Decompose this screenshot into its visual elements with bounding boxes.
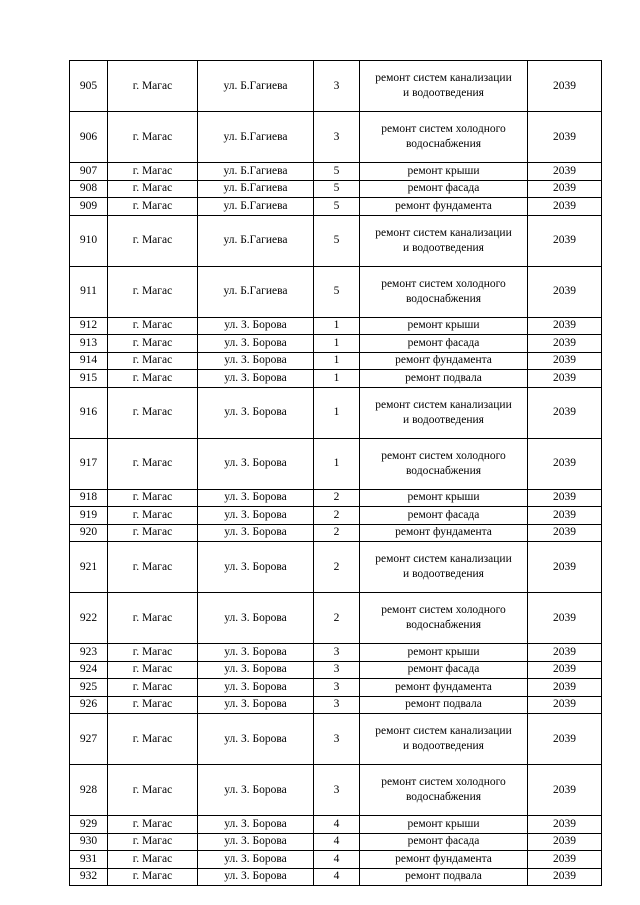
street-cell: ул. З. Борова (198, 335, 314, 353)
table-row (70, 180, 602, 198)
city-cell: г. Магас (108, 370, 198, 388)
row-number-cell: 907 (70, 163, 108, 181)
table-row (70, 112, 602, 163)
row-number-cell: 926 (70, 696, 108, 714)
table-row (70, 765, 602, 816)
street-cell: ул. З. Борова (198, 387, 314, 438)
year-cell: 2039 (528, 644, 602, 662)
table-row (70, 489, 602, 507)
city-cell: г. Магас (108, 317, 198, 335)
year-cell: 2039 (528, 198, 602, 216)
street-cell: ул. З. Борова (198, 765, 314, 816)
row-number-cell: 917 (70, 438, 108, 489)
table-row (70, 163, 602, 181)
year-cell: 2039 (528, 816, 602, 834)
year-cell: 2039 (528, 593, 602, 644)
row-number-cell: 922 (70, 593, 108, 644)
street-cell: ул. З. Борова (198, 317, 314, 335)
city-cell: г. Магас (108, 816, 198, 834)
street-cell: ул. Б.Гагиева (198, 215, 314, 266)
work-type-cell: ремонт фундамента (360, 198, 528, 216)
year-cell: 2039 (528, 696, 602, 714)
table-row (70, 524, 602, 542)
street-cell: ул. З. Борова (198, 696, 314, 714)
year-cell: 2039 (528, 387, 602, 438)
city-cell: г. Магас (108, 851, 198, 869)
work-type-cell: ремонт систем холодного водоснабжения (360, 765, 528, 816)
house-number-cell: 3 (314, 696, 360, 714)
work-type-cell: ремонт фундамента (360, 679, 528, 697)
house-number-cell: 4 (314, 868, 360, 886)
city-cell: г. Магас (108, 833, 198, 851)
street-cell: ул. З. Борова (198, 679, 314, 697)
work-type-cell: ремонт систем канализации и водоотведения (360, 542, 528, 593)
street-cell: ул. З. Борова (198, 438, 314, 489)
row-number-cell: 931 (70, 851, 108, 869)
city-cell: г. Магас (108, 524, 198, 542)
house-number-cell: 1 (314, 317, 360, 335)
street-cell: ул. Б.Гагиева (198, 112, 314, 163)
table-row (70, 833, 602, 851)
work-type-cell: ремонт систем холодного водоснабжения (360, 266, 528, 317)
table-row (70, 542, 602, 593)
work-type-cell: ремонт систем канализации и водоотведения (360, 714, 528, 765)
work-type-cell: ремонт фасада (360, 335, 528, 353)
row-number-cell: 915 (70, 370, 108, 388)
year-cell: 2039 (528, 679, 602, 697)
house-number-cell: 2 (314, 542, 360, 593)
work-type-cell: ремонт систем холодного водоснабжения (360, 112, 528, 163)
house-number-cell: 1 (314, 335, 360, 353)
table-row (70, 370, 602, 388)
city-cell: г. Магас (108, 112, 198, 163)
row-number-cell: 932 (70, 868, 108, 886)
house-number-cell: 3 (314, 112, 360, 163)
year-cell: 2039 (528, 507, 602, 525)
row-number-cell: 909 (70, 198, 108, 216)
house-number-cell: 5 (314, 180, 360, 198)
work-type-cell: ремонт систем канализации и водоотведения (360, 215, 528, 266)
table-row (70, 352, 602, 370)
year-cell: 2039 (528, 851, 602, 869)
work-type-cell: ремонт крыши (360, 163, 528, 181)
work-type-cell: ремонт систем холодного водоснабжения (360, 438, 528, 489)
year-cell: 2039 (528, 266, 602, 317)
street-cell: ул. З. Борова (198, 542, 314, 593)
house-number-cell: 4 (314, 833, 360, 851)
work-type-cell: ремонт крыши (360, 489, 528, 507)
house-number-cell: 1 (314, 387, 360, 438)
house-number-cell: 3 (314, 714, 360, 765)
year-cell: 2039 (528, 180, 602, 198)
house-number-cell: 3 (314, 644, 360, 662)
year-cell: 2039 (528, 833, 602, 851)
city-cell: г. Магас (108, 661, 198, 679)
city-cell: г. Магас (108, 61, 198, 112)
year-cell: 2039 (528, 542, 602, 593)
city-cell: г. Магас (108, 215, 198, 266)
city-cell: г. Магас (108, 335, 198, 353)
year-cell: 2039 (528, 661, 602, 679)
work-type-cell: ремонт подвала (360, 696, 528, 714)
street-cell: ул. З. Борова (198, 851, 314, 869)
house-number-cell: 3 (314, 61, 360, 112)
year-cell: 2039 (528, 438, 602, 489)
house-number-cell: 4 (314, 816, 360, 834)
row-number-cell: 911 (70, 266, 108, 317)
house-number-cell: 2 (314, 524, 360, 542)
house-number-cell: 3 (314, 765, 360, 816)
row-number-cell: 920 (70, 524, 108, 542)
row-number-cell: 912 (70, 317, 108, 335)
house-number-cell: 3 (314, 679, 360, 697)
city-cell: г. Магас (108, 696, 198, 714)
city-cell: г. Магас (108, 266, 198, 317)
row-number-cell: 927 (70, 714, 108, 765)
row-number-cell: 905 (70, 61, 108, 112)
city-cell: г. Магас (108, 714, 198, 765)
year-cell: 2039 (528, 61, 602, 112)
table-row (70, 61, 602, 112)
city-cell: г. Магас (108, 387, 198, 438)
table-row (70, 507, 602, 525)
city-cell: г. Магас (108, 507, 198, 525)
street-cell: ул. Б.Гагиева (198, 266, 314, 317)
street-cell: ул. Б.Гагиева (198, 163, 314, 181)
street-cell: ул. З. Борова (198, 644, 314, 662)
year-cell: 2039 (528, 317, 602, 335)
year-cell: 2039 (528, 489, 602, 507)
street-cell: ул. З. Борова (198, 352, 314, 370)
table-row (70, 868, 602, 886)
city-cell: г. Магас (108, 352, 198, 370)
row-number-cell: 928 (70, 765, 108, 816)
table-row (70, 438, 602, 489)
row-number-cell: 925 (70, 679, 108, 697)
street-cell: ул. З. Борова (198, 833, 314, 851)
work-type-cell: ремонт подвала (360, 370, 528, 388)
city-cell: г. Магас (108, 438, 198, 489)
city-cell: г. Магас (108, 765, 198, 816)
row-number-cell: 923 (70, 644, 108, 662)
row-number-cell: 908 (70, 180, 108, 198)
street-cell: ул. Б.Гагиева (198, 198, 314, 216)
year-cell: 2039 (528, 765, 602, 816)
work-type-cell: ремонт крыши (360, 317, 528, 335)
year-cell: 2039 (528, 335, 602, 353)
row-number-cell: 921 (70, 542, 108, 593)
work-type-cell: ремонт систем холодного водоснабжения (360, 593, 528, 644)
street-cell: ул. З. Борова (198, 507, 314, 525)
table-row (70, 215, 602, 266)
street-cell: ул. З. Борова (198, 661, 314, 679)
work-type-cell: ремонт подвала (360, 868, 528, 886)
table-row (70, 387, 602, 438)
year-cell: 2039 (528, 215, 602, 266)
house-number-cell: 1 (314, 438, 360, 489)
city-cell: г. Магас (108, 868, 198, 886)
table-row (70, 661, 602, 679)
house-number-cell: 1 (314, 352, 360, 370)
row-number-cell: 919 (70, 507, 108, 525)
table-row (70, 317, 602, 335)
house-number-cell: 3 (314, 661, 360, 679)
work-type-cell: ремонт систем канализации и водоотведения (360, 61, 528, 112)
work-type-cell: ремонт крыши (360, 816, 528, 834)
house-number-cell: 2 (314, 507, 360, 525)
table-row (70, 714, 602, 765)
city-cell: г. Магас (108, 489, 198, 507)
house-number-cell: 5 (314, 215, 360, 266)
year-cell: 2039 (528, 714, 602, 765)
street-cell: ул. З. Борова (198, 370, 314, 388)
row-number-cell: 910 (70, 215, 108, 266)
street-cell: ул. Б.Гагиева (198, 180, 314, 198)
work-type-cell: ремонт систем канализации и водоотведения (360, 387, 528, 438)
table-row (70, 593, 602, 644)
table-row (70, 644, 602, 662)
row-number-cell: 913 (70, 335, 108, 353)
row-number-cell: 906 (70, 112, 108, 163)
row-number-cell: 916 (70, 387, 108, 438)
city-cell: г. Магас (108, 198, 198, 216)
repair-schedule-table (69, 60, 602, 886)
work-type-cell: ремонт крыши (360, 644, 528, 662)
table-row (70, 851, 602, 869)
house-number-cell: 2 (314, 489, 360, 507)
table-row (70, 198, 602, 216)
table-row (70, 266, 602, 317)
row-number-cell: 929 (70, 816, 108, 834)
year-cell: 2039 (528, 868, 602, 886)
row-number-cell: 924 (70, 661, 108, 679)
year-cell: 2039 (528, 112, 602, 163)
work-type-cell: ремонт фундамента (360, 352, 528, 370)
year-cell: 2039 (528, 163, 602, 181)
city-cell: г. Магас (108, 180, 198, 198)
work-type-cell: ремонт фасада (360, 507, 528, 525)
house-number-cell: 5 (314, 198, 360, 216)
row-number-cell: 914 (70, 352, 108, 370)
city-cell: г. Магас (108, 593, 198, 644)
city-cell: г. Магас (108, 679, 198, 697)
table-row (70, 679, 602, 697)
table-row (70, 816, 602, 834)
year-cell: 2039 (528, 352, 602, 370)
house-number-cell: 1 (314, 370, 360, 388)
work-type-cell: ремонт фундамента (360, 524, 528, 542)
row-number-cell: 930 (70, 833, 108, 851)
table-body (70, 61, 602, 886)
year-cell: 2039 (528, 524, 602, 542)
city-cell: г. Магас (108, 542, 198, 593)
city-cell: г. Магас (108, 644, 198, 662)
house-number-cell: 2 (314, 593, 360, 644)
street-cell: ул. З. Борова (198, 489, 314, 507)
street-cell: ул. З. Борова (198, 868, 314, 886)
work-type-cell: ремонт фасада (360, 833, 528, 851)
table-row (70, 696, 602, 714)
work-type-cell: ремонт фасада (360, 661, 528, 679)
street-cell: ул. Б.Гагиева (198, 61, 314, 112)
street-cell: ул. З. Борова (198, 816, 314, 834)
work-type-cell: ремонт фасада (360, 180, 528, 198)
table-row (70, 335, 602, 353)
street-cell: ул. З. Борова (198, 714, 314, 765)
work-type-cell: ремонт фундамента (360, 851, 528, 869)
city-cell: г. Магас (108, 163, 198, 181)
row-number-cell: 918 (70, 489, 108, 507)
house-number-cell: 4 (314, 851, 360, 869)
street-cell: ул. З. Борова (198, 593, 314, 644)
year-cell: 2039 (528, 370, 602, 388)
house-number-cell: 5 (314, 266, 360, 317)
house-number-cell: 5 (314, 163, 360, 181)
street-cell: ул. З. Борова (198, 524, 314, 542)
